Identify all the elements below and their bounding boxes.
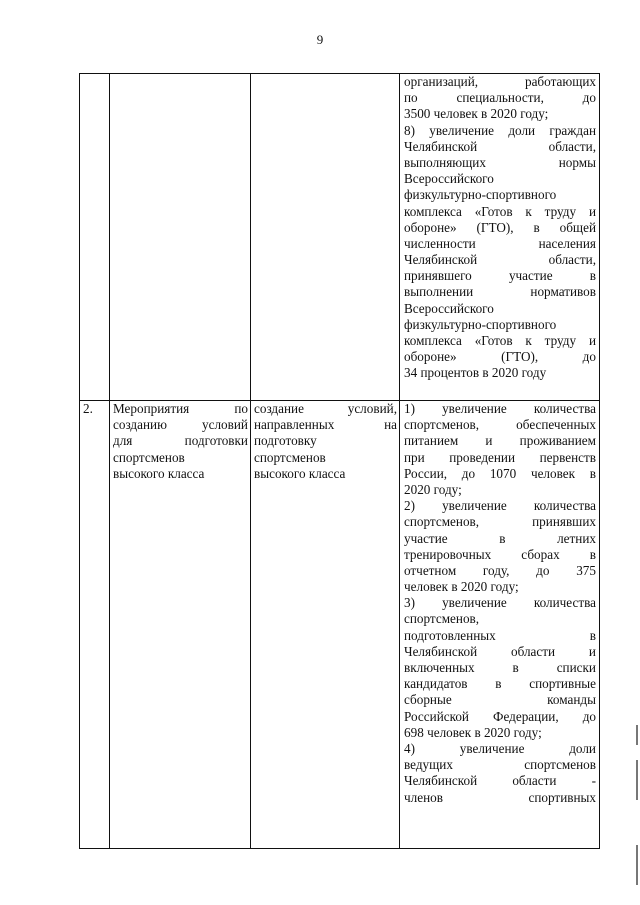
results-line: Челябинской области, [404, 138, 596, 154]
results-line: участие в летних [404, 530, 596, 546]
results-line: подготовленных в [404, 627, 596, 643]
activity-line: созданию условий [113, 417, 248, 433]
results-line: 1) увеличение количества [404, 401, 596, 416]
results-line: 3500 человек в 2020 году; [404, 106, 549, 122]
direction-line: направленных на [254, 417, 397, 433]
results-cell [400, 74, 600, 401]
scan-artifact [636, 845, 638, 885]
activity-cell [110, 74, 251, 401]
results-line: спортсменов, [404, 611, 480, 627]
results-line: включенных в списки [404, 660, 596, 675]
page-number: 9 [316, 32, 324, 47]
activity-line: высокого класса [113, 465, 205, 481]
results-line: 2020 году; [404, 481, 462, 497]
direction-cell [251, 401, 400, 849]
results-line: спортсменов, обеспеченных [404, 417, 596, 433]
results-line: членов спортивных [404, 789, 596, 805]
results-line: Челябинской области и [404, 643, 596, 659]
results-line: Российской Федерации, до [404, 708, 596, 724]
results-line: спортсменов, принявших [404, 514, 596, 530]
direction-line: спортсменов [254, 449, 326, 465]
results-line: организаций, работающих [404, 74, 596, 89]
results-line: питанием и проживанием [404, 433, 596, 449]
results-line: численности населения [404, 235, 596, 251]
results-line: 2) увеличение количества [404, 498, 596, 514]
table-row [80, 74, 600, 401]
direction-line: высокого класса [254, 465, 346, 481]
scan-artifact [636, 725, 638, 745]
results-line: комплекса «Готов к труду и [404, 203, 596, 219]
results-line: человек в 2020 году; [404, 579, 519, 595]
results-cell [400, 401, 600, 849]
scan-artifact [636, 760, 638, 800]
direction-line: создание условий, [254, 401, 397, 416]
results-line: ведущих спортсменов [404, 757, 596, 773]
measures-table [79, 73, 600, 849]
results-line: обороне» (ГТО), до [404, 349, 596, 365]
direction-cell [251, 74, 400, 401]
results-line: 34 процентов в 2020 году [404, 365, 547, 381]
results-line: Всероссийского [404, 171, 494, 187]
results-line: 3) увеличение количества [404, 595, 596, 611]
results-line: Всероссийского [404, 300, 494, 316]
results-line: России, до 1070 человек в [404, 465, 596, 481]
results-line: по специальности, до [404, 90, 596, 106]
activity-cell [110, 401, 251, 849]
results-line: 4) увеличение доли [404, 740, 596, 756]
results-line: сборные команды [404, 692, 596, 708]
activity-line: Мероприятия по [113, 401, 248, 416]
activity-line: спортсменов [113, 449, 185, 465]
results-line: физкультурно-спортивного [404, 316, 557, 332]
activity-line: для подготовки [113, 433, 248, 449]
results-line: выполняющих нормы [404, 154, 596, 170]
results-line: 8) увеличение доли граждан [404, 122, 596, 138]
table-row [80, 401, 600, 849]
results-line: физкультурно-спортивного [404, 187, 557, 203]
results-line: комплекса «Готов к труду и [404, 333, 596, 348]
results-line: при проведении первенств [404, 449, 596, 465]
results-line: Челябинской области, [404, 252, 596, 268]
results-line: 698 человек в 2020 году; [404, 724, 542, 740]
results-line: тренировочных сборах в [404, 546, 596, 562]
results-line: отчетном году, до 375 [404, 562, 596, 578]
results-line: выполнении нормативов [404, 284, 596, 300]
results-line: принявшего участие в [404, 268, 596, 284]
results-line: кандидатов в спортивные [404, 676, 596, 692]
row-number-cell: 2. [80, 401, 110, 849]
results-line: Челябинской области - [404, 773, 596, 789]
direction-line: подготовку [254, 433, 317, 449]
row-number-cell [80, 74, 110, 401]
results-line: обороне» (ГТО), в общей [404, 219, 596, 235]
